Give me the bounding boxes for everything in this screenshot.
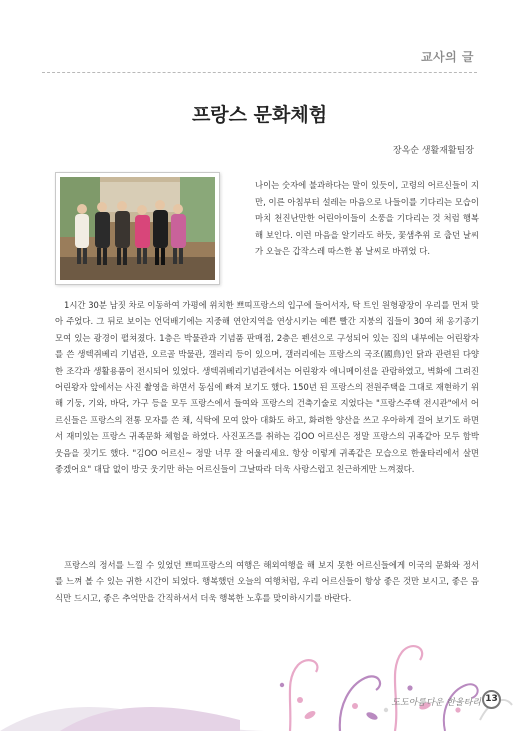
article-title: 프랑스 문화체험 — [191, 104, 328, 126]
article-author: 장옥순 생활재활팀장 — [392, 146, 474, 156]
header-divider — [42, 72, 477, 73]
body-paragraph-1: 1시간 30분 남짓 차로 이동하여 가평에 위치한 쁘띠프랑스의 입구에 들어서자, 탁 트인 원형광장이 우리를 먼저 맞아 주었다. 그 뒤로 보이는 언덕배기에는 지중해 연안지역을 연상시키는 예쁜 빨간 지붕의 집들이 30여 채 옹기종기 모여 있는 광경이 펼쳐졌다. 1층은 박물관과 기념품 판매점, 2층은 펜션으로 구성되어 있는 집의 내부에는 어린왕자를 쓴 생텍쥐베리 기념관, 오르골 박물관, 갤러리 등이 있으며, 갤러리에는 프랑스의 국조(國鳥)인 닭과 관련된 다양한 조각과 생활용품이 전시되어 있었다. 생텍쥐베리기념관에서는 어린왕자 애니메이션을 관람하였고, 벽화에 그려진 어린왕자 앞에서는 사진 촬영을 하면서 동심에 빠져 보기도 했다. 150년 된 프랑스의 전원주택을 그대로 재현하기 위해 기둥, 기와, 바닥, 가구 등을 모두 프랑스에서 들여와 프랑스의 건축기술로 지었다는 "프랑스주택 전시관"에서 어르신들은 프랑스의 전통 모자를 쓴 채, 식탁에 모여 앉아 대화도 하고, 화려한 양산을 쓰고 우아하게 걸어 보기도 하면서 재미있는 프랑스 귀족문화 체험을 하였다. 사진포즈를 취하는 김OO 어르신은 정말 프랑스의 귀족같아 모두 함박웃음을 짓기도 했다. "김OO 어르신~ 정말 너무 잘 어울리세요. 항상 이렇게 귀족같은 모습으로 한울타리에서 살면 좋겠어요" 대답 없이 방긋 웃기만 하는 어르신들이 그날따라 더욱 사랑스럽고 친근하게만 느껴졌다. — [55, 300, 479, 475]
footer-publication: 도도아름다운 한울타리 — [391, 698, 481, 708]
photo-frame — [55, 172, 220, 285]
floral-swirl-icon — [0, 610, 519, 731]
body-paragraph-2: 프랑스의 정서를 느낄 수 있었던 쁘띠프랑스의 여행은 해외여행을 해 보지 못한 어르신들에게 이국의 문화와 정서를 느껴 볼 수 있는 귀한 시간이 되었다. 행복했던 오늘의 여행처럼, 우리 어르신들이 항상 좋은 것만 보시고, 좋은 음식만 드시고, 좋은 추억만을 간직하셔서 더욱 행복한 노후를 맞이하시기를 바란다. — [55, 560, 479, 603]
page-number: 13 — [482, 690, 501, 709]
intro-paragraph: 나이는 숫자에 불과하다는 말이 있듯이, 고령의 어르신들이 지만, 이른 아침부터 설레는 마음으로 나들이를 기다리는 모습이 마치 천진난만한 어린아이들이 소풍을 기다리는 것 처럼 행복해 보인다. 이런 마음을 알기라도 하듯, 꽃샘추위 로 춥던 날씨가 오늘은 갑작스레 따스한 봄 날씨로 바뀌었 다. — [255, 180, 479, 257]
section-tag: 교사의 글 — [420, 50, 474, 64]
group-photo-icon — [60, 177, 215, 280]
